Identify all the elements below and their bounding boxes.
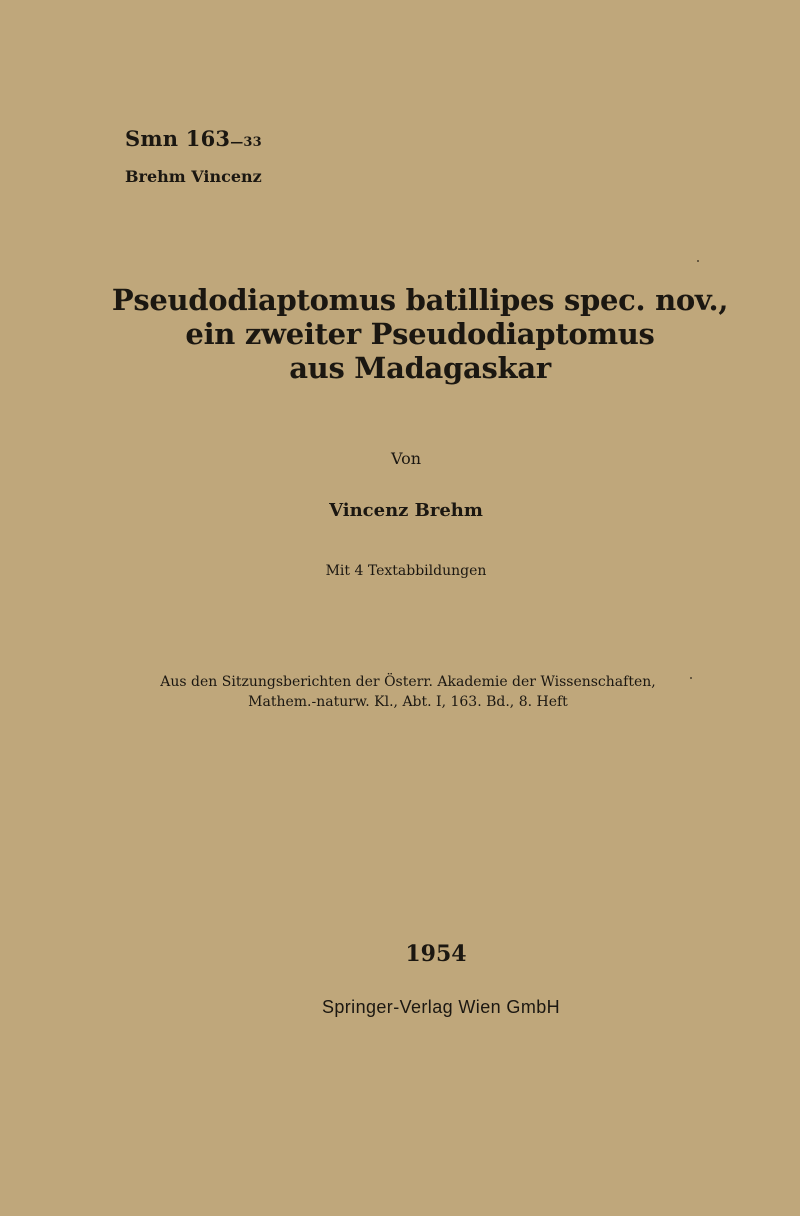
- series-code: [125, 126, 262, 151]
- source-reference: [0, 672, 800, 712]
- publisher-name: Springer-Verlag Wien GmbH: [321, 997, 561, 1017]
- paper-speck: [690, 677, 692, 679]
- series-code-main: Smn 163: [125, 126, 231, 151]
- byline-prefix: Von: [390, 449, 422, 468]
- figures-note: Mit 4 Textabbildungen: [325, 563, 487, 579]
- paper-speck: [697, 260, 699, 262]
- series-author: Brehm Vincenz: [125, 167, 262, 186]
- title-line-1: Pseudodiaptomus batillipes spec. nov.,: [111, 283, 729, 317]
- title-line-2: ein zweiter Pseudodiaptomus: [185, 317, 655, 351]
- title-line-3: aus Madagaskar: [289, 351, 551, 385]
- author-name: Vincenz Brehm: [329, 500, 483, 521]
- source-line-2: Mathem.-naturw. Kl., Abt. I, 163. Bd., 8. Heft: [248, 694, 568, 710]
- publication-year: 1954: [405, 941, 467, 967]
- book-title: [0, 283, 800, 385]
- series-code-suffix: —33: [230, 135, 262, 150]
- source-line-1: Aus den Sitzungsberichten der Österr. Akademie der Wissenschaften,: [160, 674, 656, 690]
